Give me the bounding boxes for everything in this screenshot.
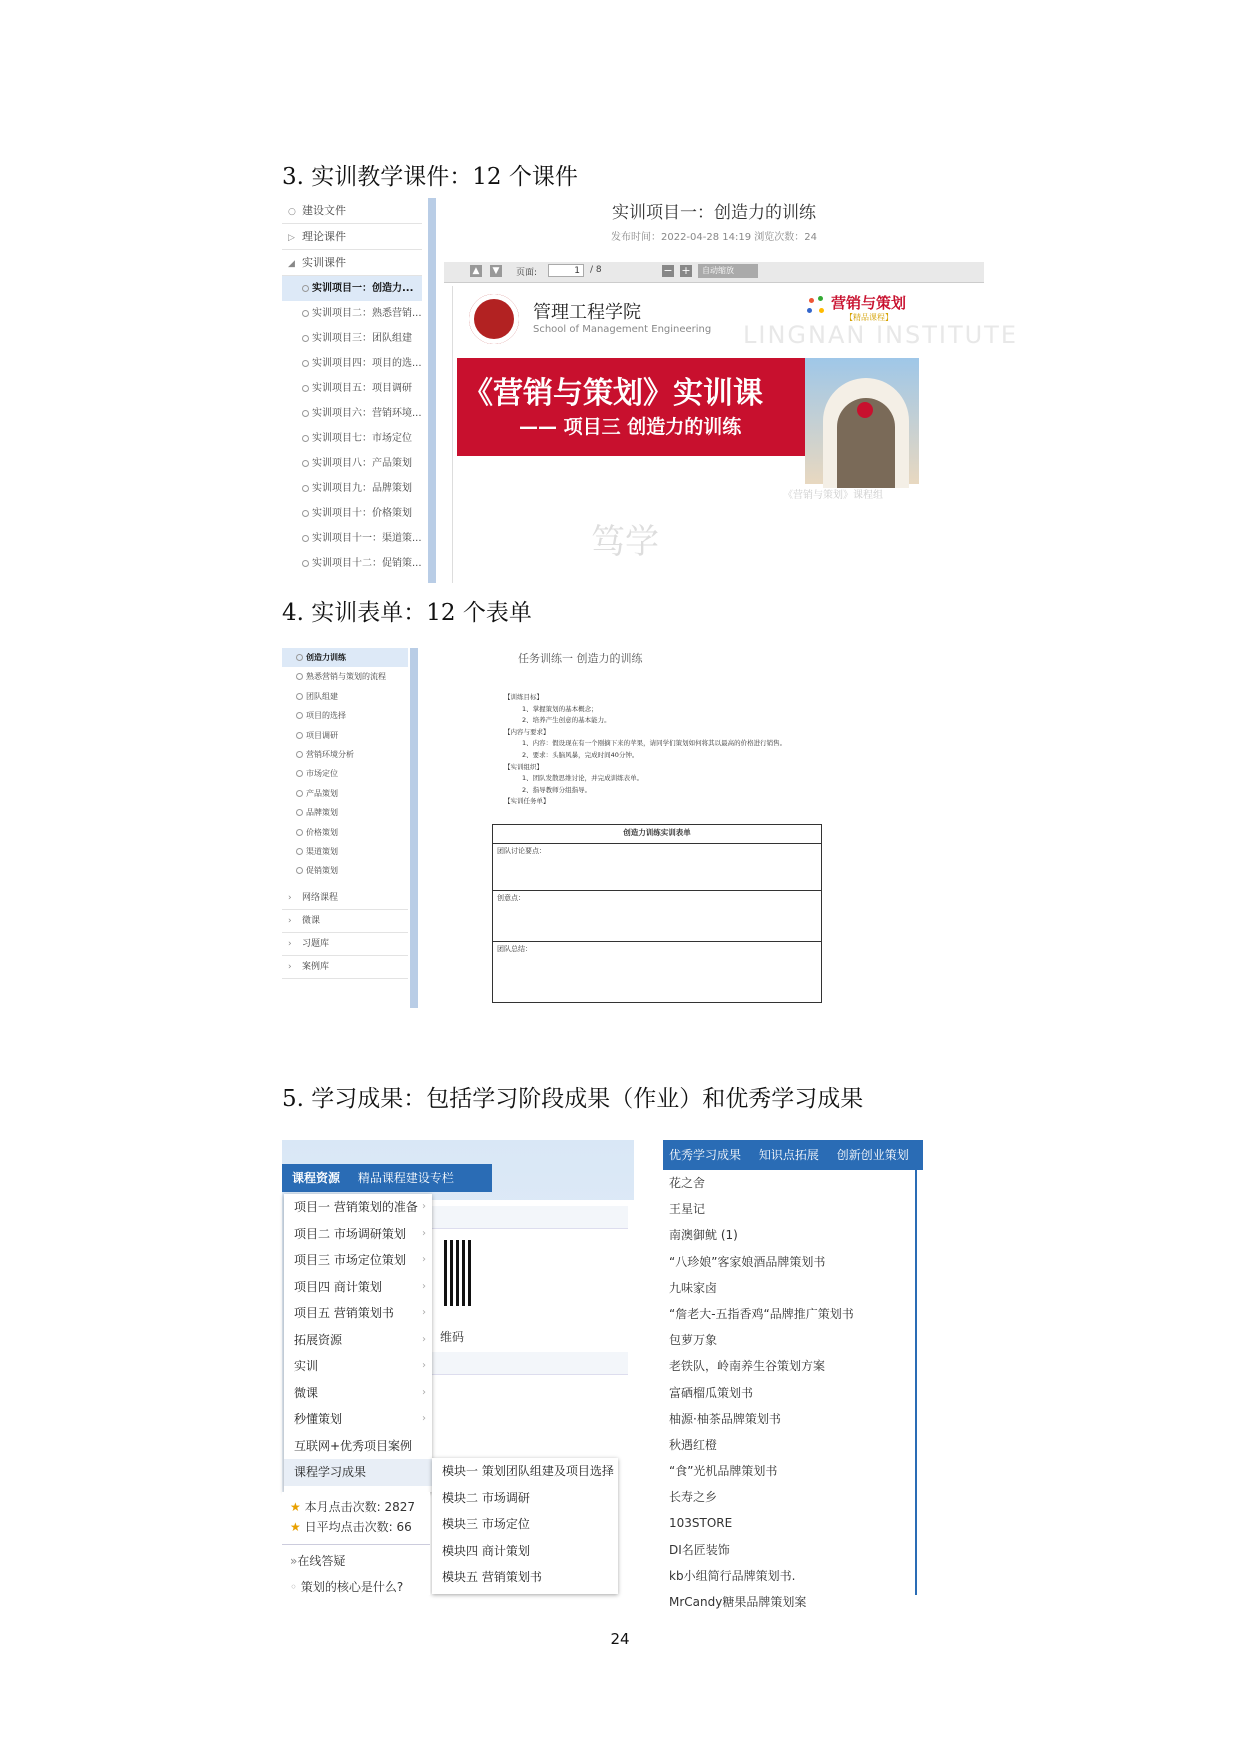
form-item-label: 营销环境分析 — [306, 749, 354, 759]
resource-menu-label: 项目二 市场调研策划 — [294, 1226, 406, 1241]
form-item[interactable] — [282, 764, 408, 783]
form-document — [492, 650, 832, 1008]
bullet-icon — [302, 510, 309, 517]
form-item[interactable] — [282, 745, 408, 764]
school-name-en: School of Management Engineering — [533, 324, 712, 335]
bullet-icon — [302, 485, 309, 492]
resource-menu-item[interactable] — [284, 1433, 432, 1460]
result-list-item[interactable]: 老铁队，岭南养生谷策划方案 — [669, 1359, 826, 1374]
chevron-right-icon: › — [422, 1360, 426, 1371]
sidebar-item[interactable] — [282, 250, 422, 276]
form-table-row[interactable]: 团队讨论要点： — [493, 844, 822, 891]
qa-item: ◦ 策划的核心是什么? — [290, 1580, 404, 1594]
resource-menu-item[interactable] — [284, 1194, 432, 1221]
courseware-item-label: 实训项目十：价格策划 — [312, 508, 412, 519]
sidebar-item[interactable] — [282, 910, 408, 933]
slide-page — [452, 286, 1019, 583]
resource-menu-item[interactable] — [284, 1221, 432, 1248]
brand-name: 营销与策划 — [831, 294, 907, 312]
resource-menu-label: 项目一 营销策划的准备 — [294, 1200, 418, 1214]
bullet-icon — [302, 310, 309, 317]
resource-nav-bar — [282, 1164, 492, 1192]
tab-knowledge-extension[interactable]: 知识点拓展 — [758, 1148, 819, 1162]
bullet-icon — [302, 410, 309, 417]
chevron-icon: ▷ — [288, 233, 295, 243]
courseware-item-label: 实训项目十二：促销策... — [312, 558, 422, 569]
result-list-item[interactable]: 包萝万象 — [669, 1333, 718, 1348]
form-item[interactable] — [282, 706, 408, 725]
chevron-icon: ◢ — [288, 259, 295, 269]
courseware-item[interactable] — [282, 451, 422, 476]
sidebar-item[interactable] — [282, 956, 408, 979]
chevron-right-icon: › — [288, 961, 292, 972]
result-list-item[interactable]: 长寿之乡 — [669, 1490, 718, 1505]
form-item-label: 品牌策划 — [306, 808, 338, 818]
brand-logo-icon — [807, 296, 827, 316]
submenu-item[interactable]: 模块五 营销策划书 — [442, 1570, 542, 1584]
form-table-row[interactable]: 创意点： — [493, 891, 822, 942]
form-doc-line: 【实训任务单】 — [504, 797, 550, 806]
result-list-item[interactable]: 王星记 — [669, 1202, 706, 1217]
bullet-icon — [302, 285, 309, 292]
sidebar-item[interactable] — [282, 887, 408, 910]
resource-menu-label: 项目四 商计策划 — [294, 1279, 382, 1294]
excellent-results-panel — [663, 1140, 923, 1609]
qr-code-icon — [444, 1240, 474, 1306]
courseware-item[interactable] — [282, 476, 422, 501]
star-icon: ★ — [290, 1520, 301, 1534]
result-list-item[interactable]: 九味家卤 — [669, 1280, 718, 1295]
stat-daily: ★ 日平均点击次数: 66 — [290, 1520, 412, 1534]
bullet-icon — [296, 770, 303, 777]
result-list-item[interactable]: MrCandy糖果品牌策划案 — [669, 1595, 807, 1609]
school-name-cn: 管理工程学院 — [533, 302, 641, 323]
courseware-item-label: 实训项目七：市场定位 — [312, 433, 412, 444]
courseware-item-label: 实训项目二：熟悉营销... — [312, 308, 422, 319]
form-doc-line: 【内容与要求】 — [504, 727, 550, 736]
form-doc-title: 任务训练一 创造力的训练 — [518, 652, 643, 665]
course-resource-panel — [282, 1140, 634, 1595]
resource-menu-label: 课程学习成果 — [294, 1465, 367, 1479]
result-list-item[interactable]: 秋遇红橙 — [669, 1437, 718, 1452]
bullet-icon — [296, 790, 303, 797]
resource-menu-item[interactable] — [284, 1459, 432, 1486]
form-table-title: 创造力训练实训表单 — [493, 825, 822, 844]
sidebar-scrollbar[interactable] — [428, 198, 436, 583]
chevron-right-icon: › — [422, 1307, 426, 1318]
pdf-toolbar — [444, 262, 984, 283]
nav-tab-course-resource[interactable]: 课程资源 — [292, 1171, 341, 1185]
chevron-right-icon: › — [422, 1201, 426, 1212]
form-item-label: 团队组建 — [306, 691, 338, 701]
form-doc-line: 2、指导教师分组指导。 — [522, 785, 592, 794]
courseware-item-label: 实训项目九：品牌策划 — [312, 483, 412, 494]
resource-menu-label: 实训 — [294, 1359, 319, 1373]
result-list-item[interactable]: “食”光机品牌策划书 — [669, 1464, 778, 1479]
submenu-item[interactable]: 模块四 商计策划 — [442, 1543, 530, 1558]
results-tab-bar — [663, 1140, 923, 1170]
form-item[interactable] — [282, 823, 408, 842]
result-list-item[interactable]: 南澳御鱿 (1) — [669, 1228, 738, 1243]
bullet-icon: ◦ — [290, 1580, 298, 1594]
sidebar-item[interactable] — [282, 224, 422, 250]
result-list-item[interactable]: “詹老大-五指香鸡“品牌推广策划书 — [669, 1306, 854, 1321]
form-doc-body — [504, 692, 824, 808]
tab-innovation-planning[interactable]: 创新创业策划 — [836, 1148, 909, 1162]
chevron-right-icon: › — [288, 938, 292, 949]
bullet-icon — [296, 732, 303, 739]
form-item[interactable] — [282, 687, 408, 706]
zoom-in-icon[interactable]: + — [681, 264, 691, 277]
page-number: 24 — [610, 1630, 630, 1648]
bullet-icon — [302, 435, 309, 442]
resource-menu-item[interactable] — [284, 1327, 432, 1354]
chevron-right-icon: › — [288, 915, 292, 926]
section-5-heading: 5. 学习成果：包括学习阶段成果（作业）和优秀学习成果 — [282, 1086, 864, 1112]
form-doc-line: 1、内容：假设现在有一个刚摘下来的苹果，请同学们策划如何将其以最高的价格进行销售。 — [522, 739, 787, 748]
form-item[interactable] — [282, 861, 408, 880]
forms-scrollbar[interactable] — [410, 648, 418, 1008]
learning-results-submenu — [432, 1458, 618, 1594]
brand-sub: 【精品课程】 — [845, 313, 893, 322]
form-item-label: 创造力训练 — [306, 653, 346, 662]
result-list-item[interactable]: DI名匠装饰 — [669, 1542, 730, 1557]
bullet-icon — [296, 829, 303, 836]
resource-menu-label: 秒懂策划 — [294, 1412, 343, 1426]
section-3-heading: 3. 实训教学课件：12 个课件 — [282, 164, 578, 190]
courseware-viewer — [444, 198, 1019, 583]
form-item-label: 促销策划 — [306, 866, 338, 876]
bullet-icon — [302, 360, 309, 367]
courseware-item[interactable] — [282, 326, 422, 351]
resource-menu-item[interactable] — [284, 1353, 432, 1380]
school-seal-icon — [469, 294, 519, 344]
chevron-right-icon: › — [422, 1386, 426, 1398]
submenu-item[interactable]: 模块三 市场定位 — [442, 1517, 530, 1531]
bullet-icon — [296, 712, 303, 719]
result-list-item[interactable]: 柚源·柚茶品牌策划书 — [669, 1411, 781, 1426]
resource-menu-item[interactable] — [284, 1274, 432, 1301]
chevron-right-icon: › — [422, 1413, 426, 1424]
sidebar-item-label: 案例库 — [302, 961, 330, 972]
form-item-label: 渠道策划 — [306, 846, 338, 856]
form-doc-line: 2、培养产生创意的基本能力。 — [522, 716, 611, 725]
result-list-item[interactable]: “八珍娘”客家娘酒品牌策划书 — [669, 1254, 826, 1269]
submenu-item[interactable]: 模块一 策划团队组建及项目选择 — [442, 1464, 614, 1478]
course-team: 《营销与策划》课程组 — [783, 490, 883, 501]
courseware-item[interactable] — [282, 526, 422, 551]
form-doc-line: 1、掌握策划的基本概念； — [522, 704, 598, 713]
zoom-out-icon[interactable]: − — [663, 264, 673, 277]
courseware-item[interactable] — [282, 301, 422, 326]
bullet-icon — [296, 809, 303, 816]
stat-monthly: ★ 本月点击次数: 2827 — [290, 1500, 415, 1514]
zoom-select[interactable]: 自动缩放 — [698, 264, 758, 278]
forms-sidebar — [282, 648, 408, 1008]
bullet-icon — [302, 560, 309, 567]
sidebar-item-label: 微课 — [302, 915, 321, 926]
courseware-item-label: 实训项目八：产品策划 — [312, 458, 412, 469]
resource-menu-label: 拓展资源 — [294, 1332, 343, 1347]
sidebar-item-label: 网络课程 — [302, 892, 339, 903]
bullet-icon — [302, 335, 309, 342]
courseware-item[interactable] — [282, 551, 422, 576]
form-item-label: 项目的选择 — [306, 711, 346, 721]
form-item-label: 项目调研 — [306, 730, 338, 740]
sidebar-item-label: 理论课件 — [302, 230, 346, 243]
courseware-item-label: 实训项目三：团队组建 — [312, 333, 412, 344]
chevron-right-icon: › — [422, 1333, 426, 1345]
sidebar-item[interactable] — [282, 198, 422, 224]
resource-menu-item[interactable] — [284, 1380, 432, 1407]
courseware-item[interactable] — [282, 426, 422, 451]
chevron-right-icon: › — [422, 1254, 426, 1265]
resource-menu-label: 微课 — [294, 1385, 319, 1400]
page-total: / 8 — [590, 265, 602, 275]
tab-excellent-results[interactable]: 优秀学习成果 — [669, 1148, 742, 1162]
results-list — [663, 1170, 917, 1609]
stats-panel — [282, 1492, 430, 1595]
resource-menu-label: 互联网+优秀项目案例 — [294, 1438, 413, 1453]
courseware-item-label: 实训项目五：项目调研 — [312, 383, 412, 394]
qa-title: »在线答疑 — [290, 1554, 346, 1568]
resource-menu-item[interactable] — [284, 1300, 432, 1327]
result-list-item[interactable]: 103STORE — [669, 1516, 733, 1531]
banner-title: 《营销与策划》实训课 — [463, 376, 763, 411]
form-table — [492, 824, 822, 1003]
doc-meta: 发布时间：2022-04-28 14:19 浏览次数：24 — [610, 232, 817, 243]
form-item-label: 产品策划 — [306, 788, 338, 798]
nav-tab-quality-course[interactable]: 精品课程建设专栏 — [357, 1171, 454, 1185]
bullet-icon — [296, 848, 303, 855]
qr-label: 维码 — [440, 1330, 465, 1344]
form-item-label: 熟悉营销与策划的流程 — [306, 672, 386, 682]
courseware-item[interactable] — [282, 351, 422, 376]
resource-menu-item[interactable] — [284, 1247, 432, 1274]
sidebar-item-label: 实训课件 — [302, 256, 346, 269]
form-item[interactable] — [282, 784, 408, 803]
result-list-item[interactable]: kb小组简行品牌策划书. — [669, 1568, 796, 1583]
chevron-right-icon: › — [422, 1280, 426, 1292]
form-table-row[interactable]: 团队总结： — [493, 942, 822, 1003]
form-item[interactable] — [282, 667, 408, 686]
result-list-item[interactable]: 富硒榴瓜策划书 — [669, 1385, 754, 1400]
form-doc-line: 【实训组织】 — [504, 762, 543, 771]
form-item[interactable] — [282, 803, 408, 822]
courseware-item-label: 实训项目一：创造力... — [312, 283, 414, 294]
form-item[interactable] — [282, 842, 408, 861]
form-doc-line: 2、要求：头脑风暴，完成时间40分钟。 — [522, 750, 639, 759]
section-4-heading: 4. 实训表单：12 个表单 — [282, 600, 532, 626]
bullet-icon — [302, 385, 309, 392]
submenu-item[interactable]: 模块二 市场调研 — [442, 1490, 530, 1505]
courseware-item-label: 实训项目四：项目的选... — [312, 358, 422, 369]
form-item-label: 市场定位 — [306, 769, 338, 779]
result-list-item[interactable]: 花之舍 — [669, 1176, 706, 1190]
courseware-item-label: 实训项目十一：渠道策... — [312, 533, 422, 544]
courseware-sidebar — [282, 198, 422, 583]
sidebar-item-label: 建设文件 — [302, 204, 346, 217]
next-page-icon[interactable]: ▼ — [490, 265, 502, 277]
watermark: LINGNAN INSTITUTE — [743, 321, 1019, 349]
bullet-icon — [296, 751, 303, 758]
courseware-item[interactable] — [282, 376, 422, 401]
star-icon: ★ — [290, 1500, 301, 1514]
sidebar-item[interactable] — [282, 933, 408, 956]
sidebar-item-label: 习题库 — [302, 938, 330, 949]
chevron-icon: ○ — [288, 207, 296, 217]
courseware-item-label: 实训项目六：营销环境... — [312, 408, 422, 419]
resource-dropdown-menu — [284, 1194, 432, 1492]
chevron-right-icon: » — [290, 1554, 298, 1568]
courseware-item[interactable] — [282, 501, 422, 526]
bullet-icon — [296, 654, 303, 661]
form-doc-line: 1、团队发散思维讨论，并完成训练表单。 — [522, 774, 644, 783]
bullet-icon — [296, 673, 303, 680]
form-doc-line: 【训练目标】 — [504, 693, 543, 701]
prev-page-icon[interactable]: ▲ — [470, 265, 482, 277]
courseware-item[interactable] — [282, 276, 422, 301]
bullet-icon — [296, 867, 303, 874]
bullet-icon — [302, 460, 309, 467]
campus-gate-image — [805, 358, 919, 484]
courseware-item[interactable] — [282, 401, 422, 426]
doc-title: 实训项目一：创造力的训练 — [612, 203, 816, 223]
banner-subtitle: —— 项目三 创造力的训练 — [519, 416, 742, 438]
resource-menu-label: 项目五 营销策划书 — [294, 1306, 394, 1320]
resource-menu-item[interactable] — [284, 1406, 432, 1433]
form-item[interactable] — [282, 648, 408, 667]
resource-menu-label: 项目三 市场定位策划 — [294, 1253, 406, 1267]
page-label: 页面: — [516, 268, 538, 278]
bullet-icon — [302, 535, 309, 542]
bullet-icon — [296, 693, 303, 700]
form-item-label: 价格策划 — [306, 827, 338, 837]
chevron-right-icon: › — [422, 1227, 426, 1239]
chevron-right-icon: › — [288, 892, 292, 903]
form-item[interactable] — [282, 726, 408, 745]
motto-text: 笃学 — [591, 522, 659, 562]
page-input[interactable]: 1 — [548, 264, 584, 277]
